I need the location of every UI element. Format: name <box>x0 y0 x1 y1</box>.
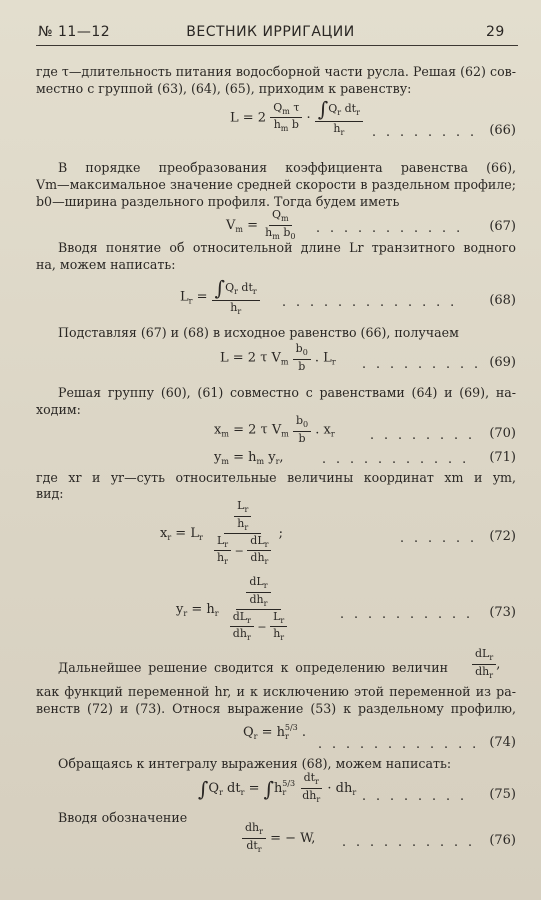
page-number: 29 <box>486 24 505 40</box>
journal-title: ВЕСТНИК ИРРИГАЦИИ <box>186 24 355 40</box>
formula-71: $y_m = h_m$ $y_r$, <box>214 450 284 466</box>
equation-number-68: (68) <box>489 293 516 308</box>
formula-72: $x_r = L_r$ $\frac{L_r}{h_r}$ $\frac{L_r}{h_r}$ − $\frac{dL_r}{dh_r}$ ; <box>160 499 283 567</box>
equation-number-72: (72) <box>489 529 516 544</box>
paragraph-line: Обращаясь к интегралу выражения (68), можем написать: <box>58 756 452 771</box>
formula-73: $y_r = h_r$ $\frac{dL_r}{dh_r}$ $\frac{dL_r}{dh_r}$ − $\frac{L_r}{h_r}$ <box>176 576 290 643</box>
leader-dots: . . . . . . . . . . . <box>316 220 464 235</box>
paragraph-line: где xr и yr—суть относительные величины координат xm и ym, <box>36 470 516 485</box>
leader-dots: . . . . . . . . <box>372 124 478 139</box>
leader-dots: . . . . . . . . . . <box>340 606 474 621</box>
paragraph-line: вид: <box>36 486 64 501</box>
equation-number-74: (74) <box>489 735 516 750</box>
formula-76: $\frac{dh_r}{dt_r}$ = − W, <box>242 822 315 855</box>
paragraph-line: на, можем написать: <box>36 257 176 272</box>
leader-dots: . . . . . . <box>400 530 478 545</box>
equation-number-71: (71) <box>489 450 516 465</box>
paragraph-line: венств (72) и (73). Относя выражение (53) к раздельному профилю, <box>36 701 516 716</box>
leader-dots: . . . . . . . . . <box>362 356 482 371</box>
equation-number-69: (69) <box>489 355 516 370</box>
equation-number-67: (67) <box>489 219 516 234</box>
equation-number-75: (75) <box>489 787 516 802</box>
paragraph-line: b0—ширина раздельного профиля. Тогда будем иметь <box>36 194 400 209</box>
paragraph-line: где τ—длительность питания водосборной части русла. Решая (62) сов- <box>36 64 516 79</box>
leader-dots: . . . . . . . . <box>362 788 468 803</box>
leader-dots: . . . . . . . . . . . <box>322 451 470 466</box>
issue-number: № 11—12 <box>38 24 111 40</box>
formula-69: L = 2 τ $V_m$ $\frac{b_0}{b}$ . $L_r$ <box>220 342 336 373</box>
paragraph-line: Дальнейшее решение сводится к определению величин <box>58 660 448 675</box>
formula-75: $\int Q_r$ $dt_r = \int h_r^{5/3}$ $\frac{dt_r}{dh_r}$ · $dh_r$ <box>198 771 357 804</box>
fraction-dLr-dhr: $\frac{dL_r}{dh_r}$ , <box>472 648 500 681</box>
paragraph-line: местно с группой (63), (64), (65), приходим к равенству: <box>36 81 412 96</box>
paragraph-line: Подставляя (67) и (68) в исходное равенство (66), получаем <box>58 325 459 340</box>
formula-66: L = 2 $\frac{Q_m \tau}{h_m b}$ · $\frac{\int Q_r dt_r}{h_r}$ <box>230 98 363 138</box>
formula-74: $Q_r = h_r^{5/3}$ . <box>243 723 306 741</box>
paragraph-line: как функций переменной hr, и к исключению этой переменной из ра- <box>36 684 516 699</box>
leader-dots: . . . . . . . . <box>370 427 476 442</box>
paragraph-line: Vm—максимальное значение средней скорости в раздельном профиле; <box>36 177 516 192</box>
equation-number-66: (66) <box>489 123 516 138</box>
equation-number-70: (70) <box>489 426 516 441</box>
formula-67: $V_m$ = $\frac{Q_m}{h_m b_0}$ <box>226 208 296 241</box>
paragraph-line: В порядке преобразования коэффициента равенства (66), <box>58 160 516 175</box>
formula-70: $x_m = 2$ τ $V_m$ $\frac{b_0}{b}$ . $x_r$ <box>214 414 335 445</box>
leader-dots: . . . . . . . . . . . . . <box>282 294 458 309</box>
leader-dots: . . . . . . . . . . <box>342 834 476 849</box>
equation-number-76: (76) <box>489 833 516 848</box>
paragraph-line: Вводя понятие об относительной длине Lr транзитного водного <box>58 240 516 255</box>
formula-68: $L_r$ = $\frac{\int Q_r dt_r}{h_r}$ <box>180 277 260 317</box>
equation-number-73: (73) <box>489 605 516 620</box>
running-header <box>0 24 541 44</box>
paragraph-line: Вводя обозначение <box>58 810 188 825</box>
header-rule <box>36 45 518 46</box>
paragraph-line: ходим: <box>36 402 81 417</box>
paragraph-line: Решая группу (60), (61) совместно с равенствами (64) и (69), на- <box>58 385 516 400</box>
leader-dots: . . . . . . . . . . . . <box>318 736 480 751</box>
